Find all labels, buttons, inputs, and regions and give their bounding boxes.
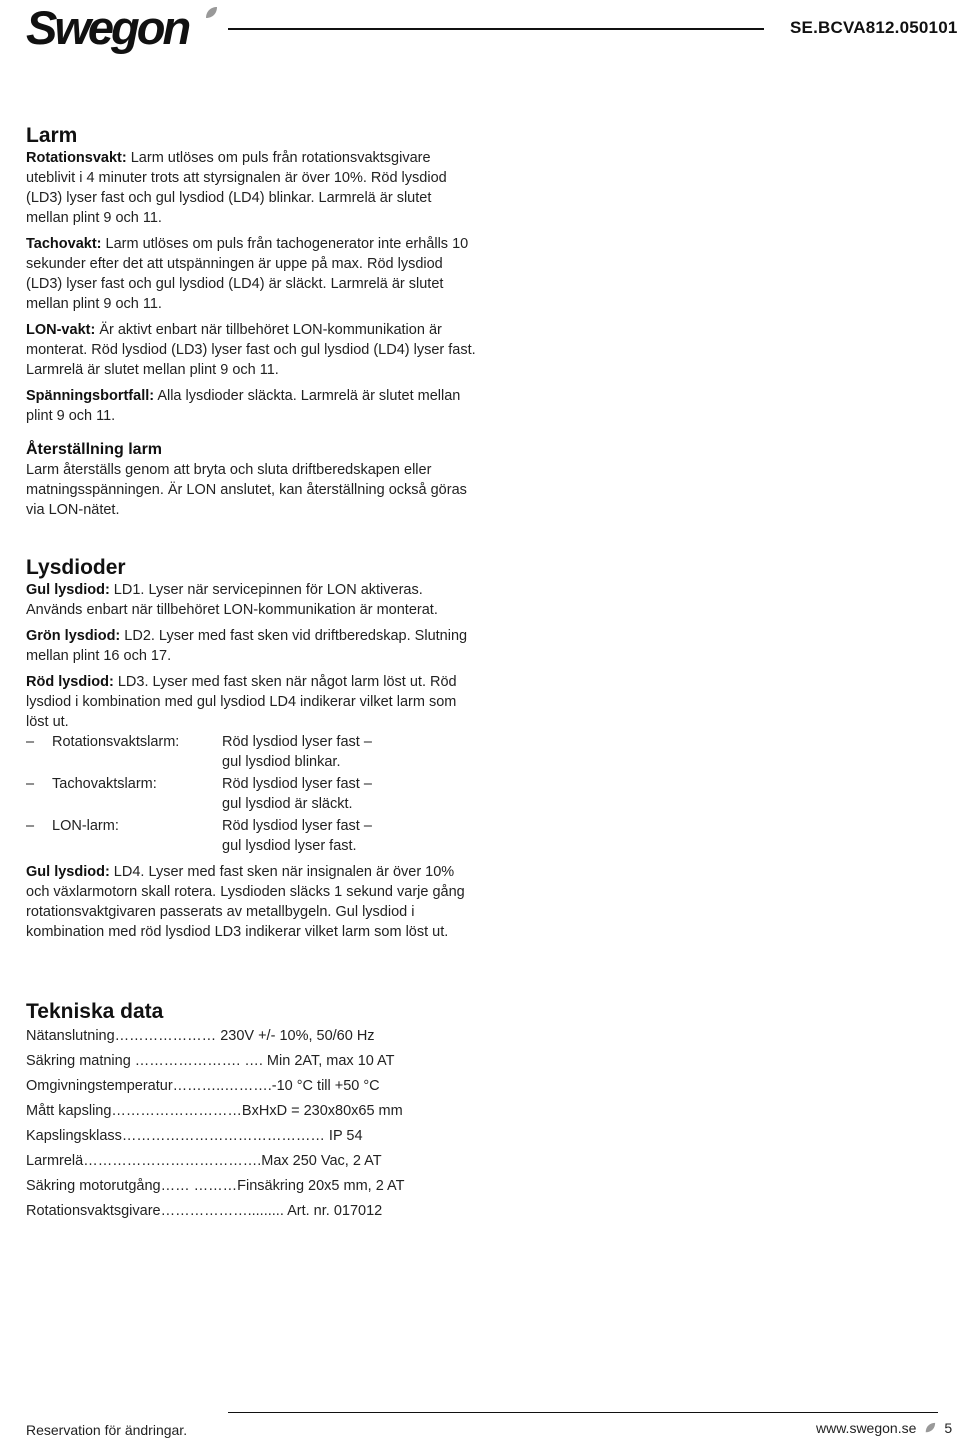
gron-lysdiod-ld2: Grön lysdiod: LD2. Lyser med fast sken vid driftberedskap. Slutning mellan plint 16 och 17. xyxy=(26,628,468,664)
footer-rule xyxy=(228,1412,938,1413)
leaf-icon xyxy=(204,6,218,20)
list-item: – Rotationsvaktslarm: Röd lysdiod lyser fast – gul lysdiod blinkar. xyxy=(26,734,372,770)
lysdioder-title: Lysdioder xyxy=(26,556,126,579)
footer-disclaimer: Reservation för ändringar. xyxy=(26,1422,188,1438)
spec-row: Kapslingsklass…………………………………… IP 54 xyxy=(26,1128,363,1144)
label: Spänningsbortfall: xyxy=(26,388,155,404)
swegon-logo xyxy=(26,1,216,54)
alarm-list xyxy=(26,732,478,856)
aterstallning-section xyxy=(26,440,478,520)
spec-row: Rotationsvaktsgivare………………......... Art. nr. 017012 xyxy=(26,1203,383,1219)
tekniska-title: Tekniska data xyxy=(26,1000,164,1023)
website-link[interactable]: www.swegon.se xyxy=(816,1420,917,1436)
larm-spanningsbortfall: Spänningsbortfall: Alla lysdioder släckta. Larmrelä är slutet mellan plint 9 och 11. xyxy=(26,388,461,424)
list-item: – LON-larm: Röd lysdiod lyser fast – gul lysdiod lyser fast. xyxy=(26,818,372,854)
gul-lysdiod-ld4: Gul lysdiod: LD4. Lyser med fast sken när insignalen är över 10% och växlarmotorn skall rotera. Lysdioden släcks 1 sekund varje gång rotationsvaktgivaren passerats av metallbygeln. Gul lysdiod i kombination med röd lysdiod LD3 indikerar vilket larm som löst ut. xyxy=(26,864,465,940)
label: Rotationsvakt: xyxy=(26,150,127,166)
larm-rotationsvakt: Rotationsvakt: Larm utlöses om puls från rotationsvaktsgivare uteblivit i 4 minuter trots att styrsignalen är över 10%. Röd lysdiod (LD3) lyser fast och gul lysdiod (LD4) blinkar. Larmrelä är slutet mellan plint 9 och 11. xyxy=(26,150,447,226)
aterstallning-title: Återställning larm xyxy=(26,441,163,458)
leaf-icon xyxy=(924,1422,936,1434)
document-code: SE.BCVA812.050101 xyxy=(790,18,958,37)
larm-tachovakt: Tachovakt: Larm utlöses om puls från tachogenerator inte erhålls 10 sekunder efter det att utspänningen är uppe på max. Röd lysdiod (LD3) lyser fast och gul lysdiod (LD4) är släckt. Larmrelä är slutet mellan plint 9 och 11. xyxy=(26,236,469,312)
spec-row: Säkring matning …………………. …. Min 2AT, max 10 AT xyxy=(26,1053,395,1069)
page-number: 5 xyxy=(944,1420,953,1436)
spec-row: Säkring motorutgång…… ………Finsäkring 20x5 mm, 2 AT xyxy=(26,1178,405,1194)
spec-row: Omgivningstemperatur………..……….-10 °C till +50 °C xyxy=(26,1078,380,1094)
logo-text: Swegon xyxy=(26,1,189,54)
spec-row: Larmrelä……………………………….Max 250 Vac, 2 AT xyxy=(26,1153,382,1169)
spec-row: Mått kapsling………………………BxHxD = 230x80x65 mm xyxy=(26,1103,403,1119)
label: Tachovakt: xyxy=(26,236,102,252)
list-item: – Tachovaktslarm: Röd lysdiod lyser fast – gul lysdiod är släckt. xyxy=(26,776,372,812)
tekniska-section xyxy=(26,1000,506,1224)
larm-lonvakt: LON-vakt: Är aktivt enbart när tillbehöret LON-kommunikation är monterat. Röd lysdiod (LD3) lyser fast och gul lysdiod (LD4) lyser fast. Larmrelä är slutet mellan plint 9 och 11. xyxy=(26,322,476,378)
lysdioder-section xyxy=(26,556,478,942)
footer-right xyxy=(816,1420,952,1436)
spec-row: Nätanslutning………………… 230V +/- 10%, 50/60 Hz xyxy=(26,1028,375,1044)
aterstallning-text: Larm återställs genom att bryta och sluta driftberedskapen eller matningsspänningen. Är LON anslutet, kan återställning också göras via LON-nätet. xyxy=(26,462,467,518)
larm-title: Larm xyxy=(26,124,78,147)
header-rule xyxy=(228,28,764,30)
label: LON-vakt: xyxy=(26,322,96,338)
larm-section xyxy=(26,124,478,426)
gul-lysdiod-ld1: Gul lysdiod: LD1. Lyser när servicepinnen för LON aktiveras. Används enbart när tillbehöret LON-kommunikation är monterat. xyxy=(26,582,438,618)
rod-lysdiod-ld3: Röd lysdiod: LD3. Lyser med fast sken när något larm löst ut. Röd lysdiod i kombination med gul lysdiod LD4 indikerar vilket larm som löst ut. xyxy=(26,674,457,730)
